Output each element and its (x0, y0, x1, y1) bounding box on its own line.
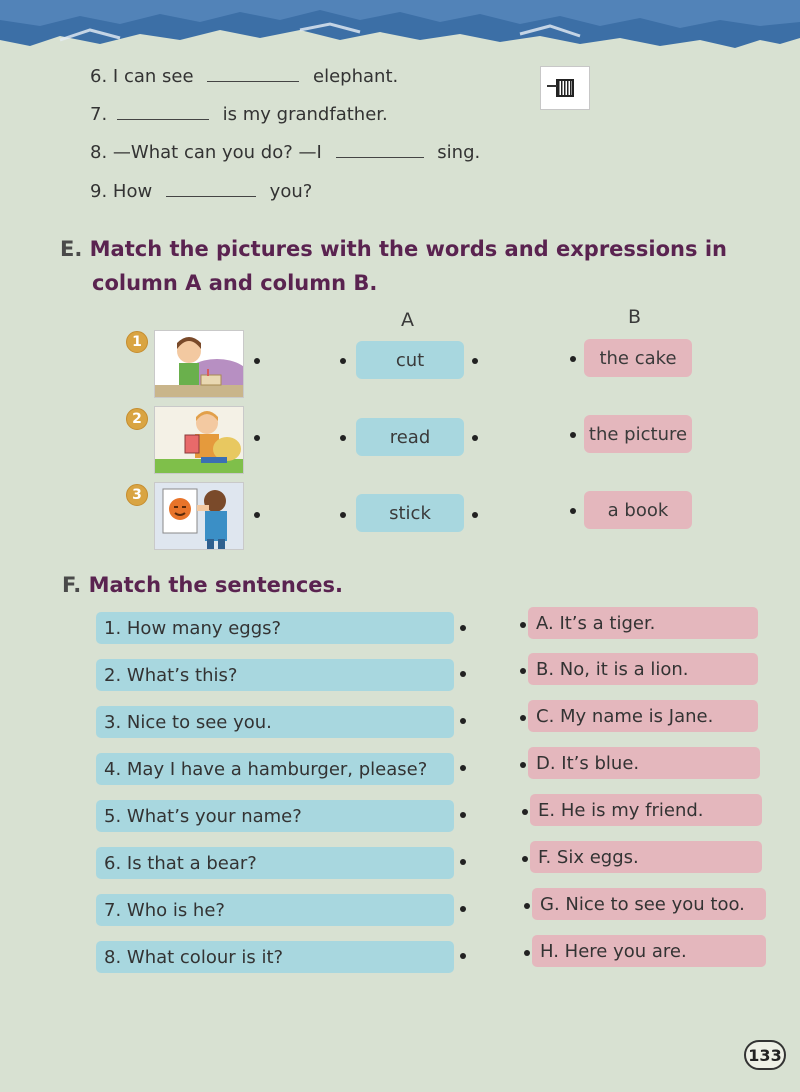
match-dot[interactable] (570, 508, 576, 514)
question-sentence: 1. How many eggs? (96, 612, 454, 644)
item-text-before: I can see (112, 66, 194, 87)
match-dot[interactable] (524, 903, 530, 909)
match-dot[interactable] (460, 859, 466, 865)
answer-sentence: B. No, it is a lion. (528, 653, 758, 685)
match-dot[interactable] (520, 762, 526, 768)
item-text-after: you? (269, 181, 313, 202)
column-b-phrase: the cake (584, 339, 692, 377)
item-text-before: —What can you do? —I (112, 142, 322, 163)
item-number: 7. (90, 104, 108, 125)
item-text-after: is my grandfather. (222, 104, 388, 125)
section-letter: E. (60, 237, 83, 261)
match-dot[interactable] (520, 622, 526, 628)
section-letter: F. (62, 573, 82, 597)
answer-blank[interactable] (166, 183, 256, 197)
question-sentence: 7. Who is he? (96, 894, 454, 926)
picture-number-badge: 1 (126, 331, 148, 353)
match-dot[interactable] (522, 809, 528, 815)
boy-sticking-picture-icon (154, 482, 244, 550)
match-dot[interactable] (460, 953, 466, 959)
answer-sentence: E. He is my friend. (530, 794, 762, 826)
answer-blank[interactable] (336, 144, 424, 158)
section-f-heading (62, 568, 343, 602)
item-number: 6. (90, 66, 108, 87)
answer-sentence: A. It’s a tiger. (528, 607, 758, 639)
question-sentence: 3. Nice to see you. (96, 706, 454, 738)
column-a-header: A (401, 309, 414, 331)
column-b-header: B (628, 306, 642, 328)
match-dot[interactable] (254, 435, 260, 441)
answer-sentence: D. It’s blue. (528, 747, 760, 779)
match-dot[interactable] (340, 358, 346, 364)
match-dot[interactable] (520, 715, 526, 721)
picture-number-badge: 3 (126, 484, 148, 506)
section-e-title-line1: Match the pictures with the words and expressions in (89, 237, 727, 261)
boy-reading-icon (154, 406, 244, 474)
question-sentence: 2. What’s this? (96, 659, 454, 691)
qr-code-icon (540, 66, 590, 110)
match-dot[interactable] (254, 358, 260, 364)
fill-in-item-7 (90, 104, 388, 125)
match-dot[interactable] (460, 625, 466, 631)
item-number: 8. (90, 142, 108, 163)
item-number: 9. (90, 181, 108, 202)
answer-sentence: C. My name is Jane. (528, 700, 758, 732)
column-a-word: stick (356, 494, 464, 532)
section-e-title-line2: column A and column B. (92, 271, 378, 295)
fill-in-item-6 (90, 66, 398, 87)
match-dot[interactable] (460, 671, 466, 677)
page-number: 133 (744, 1040, 786, 1070)
column-b-phrase: a book (584, 491, 692, 529)
item-text-after: elephant. (313, 66, 399, 87)
answer-sentence: F. Six eggs. (530, 841, 762, 873)
match-dot[interactable] (524, 950, 530, 956)
section-f-title: Match the sentences. (88, 573, 344, 597)
girl-with-cake-icon (154, 330, 244, 398)
answer-blank[interactable] (207, 68, 299, 82)
question-sentence: 4. May I have a hamburger, please? (96, 753, 454, 785)
match-dot[interactable] (460, 718, 466, 724)
answer-sentence: G. Nice to see you too. (532, 888, 766, 920)
match-dot[interactable] (460, 906, 466, 912)
match-dot[interactable] (472, 358, 478, 364)
match-dot[interactable] (570, 356, 576, 362)
fill-in-item-9 (90, 181, 312, 202)
match-dot[interactable] (340, 435, 346, 441)
match-dot[interactable] (522, 856, 528, 862)
answer-blank[interactable] (117, 106, 209, 120)
column-a-word: cut (356, 341, 464, 379)
mountain-header-banner (0, 0, 800, 60)
item-text-after: sing. (437, 142, 481, 163)
question-sentence: 5. What’s your name? (96, 800, 454, 832)
question-sentence: 6. Is that a bear? (96, 847, 454, 879)
match-dot[interactable] (472, 435, 478, 441)
match-dot[interactable] (340, 512, 346, 518)
match-dot[interactable] (460, 765, 466, 771)
match-dot[interactable] (254, 512, 260, 518)
question-sentence: 8. What colour is it? (96, 941, 454, 973)
fill-in-item-8 (90, 142, 480, 163)
section-e-heading (60, 232, 780, 266)
match-dot[interactable] (472, 512, 478, 518)
answer-sentence: H. Here you are. (532, 935, 766, 967)
match-dot[interactable] (520, 668, 526, 674)
picture-number-badge: 2 (126, 408, 148, 430)
column-b-phrase: the picture (584, 415, 692, 453)
match-dot[interactable] (460, 812, 466, 818)
item-text-before: How (112, 181, 153, 202)
match-dot[interactable] (570, 432, 576, 438)
column-a-word: read (356, 418, 464, 456)
